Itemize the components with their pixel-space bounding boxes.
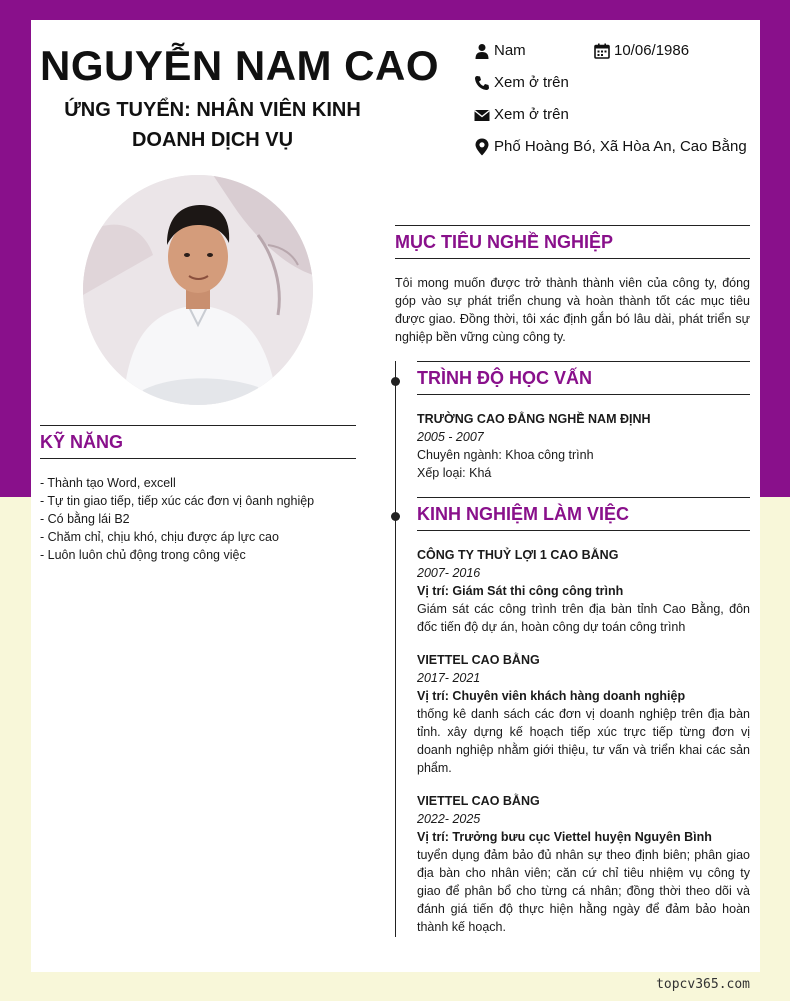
birthdate-value: 10/06/1986 (614, 42, 690, 59)
skill-item: - Chăm chỉ, chịu khó, chịu được áp lực cao (40, 530, 279, 544)
watermark: topcv365.com (656, 977, 750, 992)
job-company: VIETTEL CAO BẰNG (417, 653, 540, 667)
location-pin-icon (474, 138, 490, 156)
skill-item: - Tự tin giao tiếp, tiếp xúc các đơn vị ôanh nghiệp (40, 494, 315, 508)
job-years: 2017- 2021 (417, 671, 481, 685)
person-icon (474, 43, 490, 59)
timeline-dot (391, 377, 400, 386)
education-major: Chuyên ngành: Khoa công trình (417, 448, 594, 462)
applied-position: ỨNG TUYỂN: NHÂN VIÊN KINH DOANH DỊCH VỤ (64, 99, 361, 151)
skill-item: - Có bằng lái B2 (40, 512, 130, 526)
job-role: Vị trí: Giám Sát thi công công trình (417, 584, 624, 598)
calendar-icon (594, 43, 610, 59)
candidate-name: NGUYỄN NAM CAO (40, 42, 440, 89)
job-role: Vị trí: Chuyên viên khách hàng doanh nghiệp (417, 689, 686, 703)
address-value: Phố Hoàng Bó, Xã Hòa An, Cao Bằng (494, 138, 747, 155)
email-row (474, 105, 569, 125)
job-company: VIETTEL CAO BẰNG (417, 794, 540, 808)
objective-title: MỤC TIÊU NGHỀ NGHIỆP (395, 225, 750, 259)
birthdate-row (594, 41, 689, 61)
phone-value: Xem ở trên (494, 74, 569, 91)
job-description: thống kê danh sách các đơn vị doanh nghiệp trên địa bàn tỉnh. xây dựng kế hoạch tiếp xúc trực tiếp từng đơn vị doanh nghiệp nhằm giới thiệu, tư vấn và triển khai các sản phẩm. (417, 707, 750, 775)
skill-item: - Thành tạo Word, excell (40, 476, 176, 490)
envelope-icon (474, 107, 490, 123)
education-grade: Xếp loại: Khá (417, 466, 492, 480)
phone-row (474, 73, 569, 93)
job-description: tuyển dụng đảm bảo đủ nhân sự theo định biên; phân giao địa bàn cho nhân viên; căn cứ chỉ tiêu nhiệm vụ công ty giao để phân bổ cho từng cá nhân; đồng thời theo dõi và đánh giá tiến độ thực hiện hằng ngày để đảm bảo hoàn thành kế hoạch. (417, 848, 750, 934)
experience-title: KINH NGHIỆM LÀM VIỆC (417, 497, 750, 531)
job-description: Giám sát các công trình trên địa bàn tỉnh Cao Bằng, đôn đốc tiến độ dự án, hoàn công dự toán công trình (417, 602, 750, 634)
gender-row (474, 41, 526, 61)
job-years: 2022- 2025 (417, 812, 481, 826)
profile-photo (83, 175, 313, 405)
education-title: TRÌNH ĐỘ HỌC VẤN (417, 361, 750, 395)
phone-icon (474, 75, 490, 91)
timeline-dot (391, 512, 400, 521)
email-value: Xem ở trên (494, 106, 569, 123)
address-row (474, 137, 747, 157)
job-years: 2007- 2016 (417, 566, 481, 580)
school-name: TRƯỜNG CAO ĐẲNG NGHỀ NAM ĐỊNH (417, 412, 651, 426)
job-company: CÔNG TY THUỶ LỢI 1 CAO BẰNG (417, 548, 619, 562)
skills-list (40, 474, 360, 564)
job-role: Vị trí: Trưởng bưu cục Viettel huyện Nguyên Bình (417, 830, 712, 844)
skill-item: - Luôn luôn chủ động trong công việc (40, 548, 246, 562)
gender-value: Nam (494, 42, 526, 59)
objective-text: Tôi mong muốn được trở thành thành viên của công ty, đóng góp vào sự phát triển chung và hoàn thành tốt các mục tiêu được giao. Đồng thời, tôi xác định gắn bó lâu dài, phát triển sự nghiệp bền vững cùng công ty. (395, 276, 750, 344)
timeline-line (395, 361, 396, 937)
skills-title: KỸ NĂNG (40, 425, 356, 459)
education-years: 2005 - 2007 (417, 430, 484, 444)
